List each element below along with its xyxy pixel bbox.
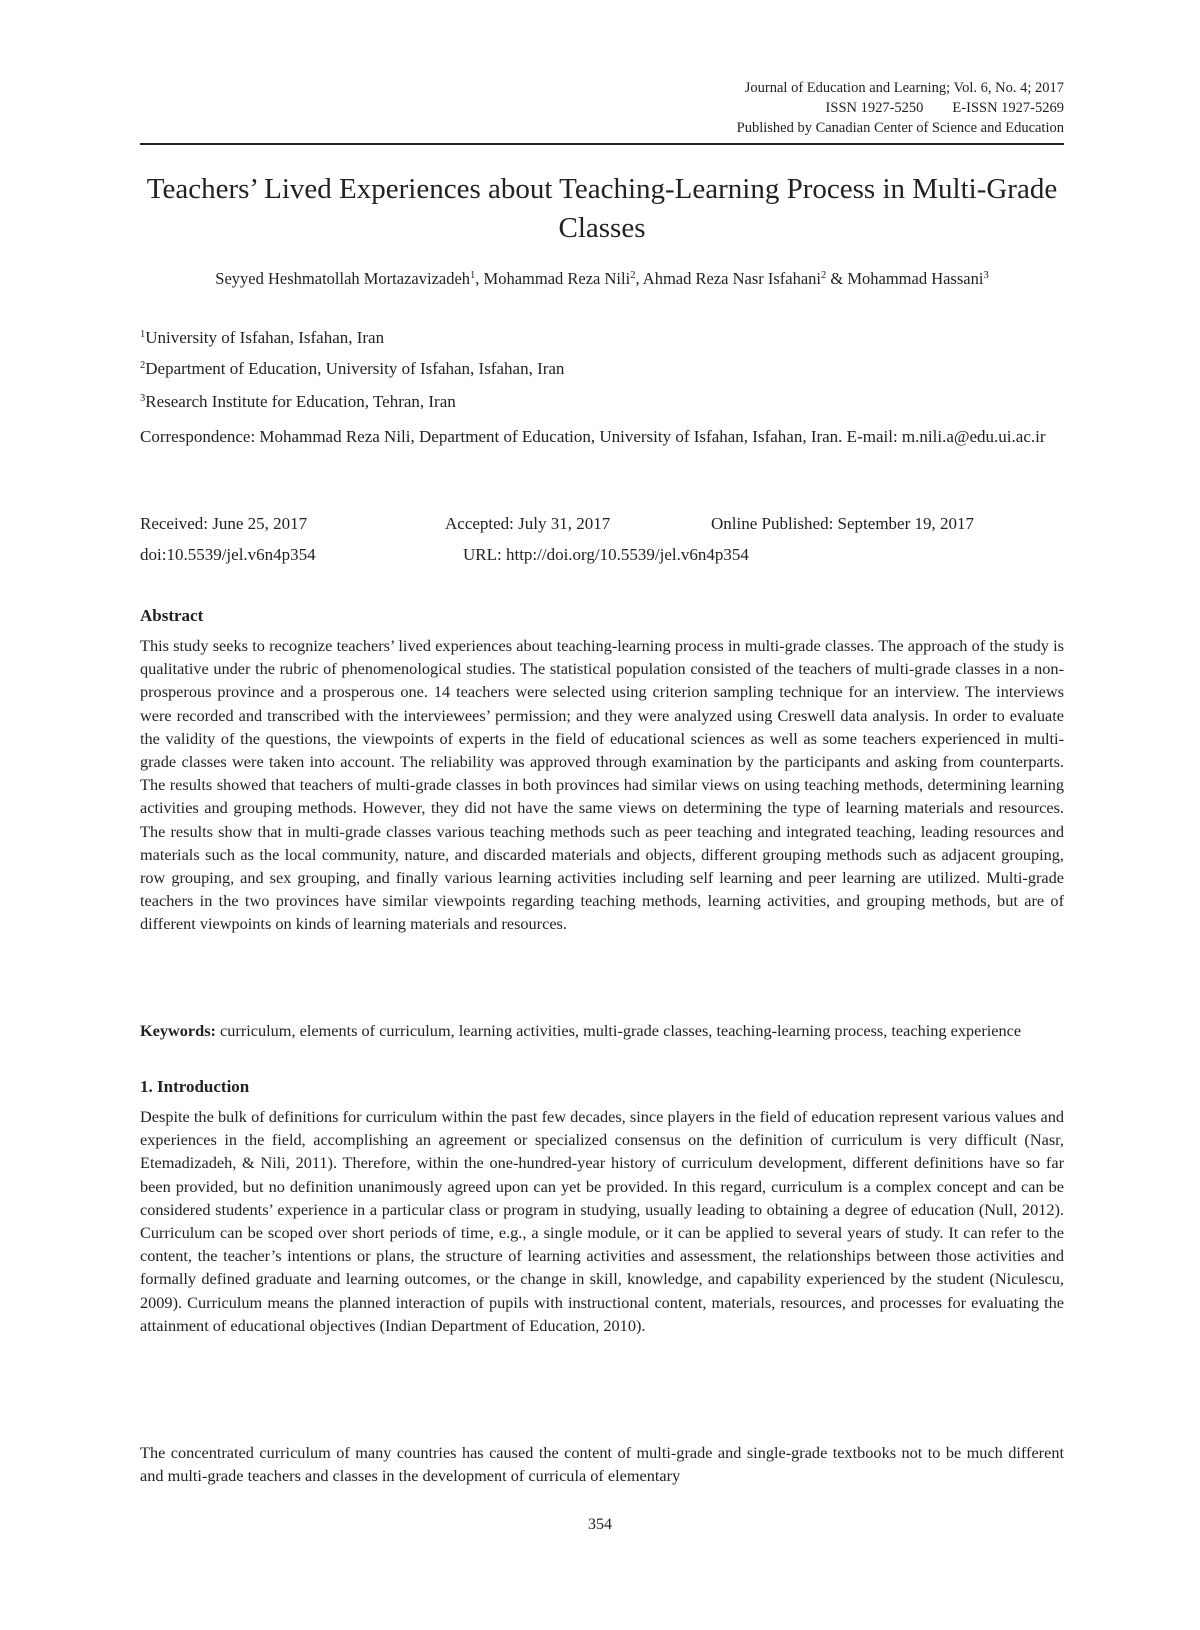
keywords	[140, 1019, 1064, 1042]
abstract-text: This study seeks to recognize teachers’ lived experiences about teaching-learning process in multi-grade classes. The approach of the study is qualitative under the rubric of phenomenological studies. The statistical population consisted of the teachers of multi-grade classes in a non-prosperous province and a prosperous one. 14 teachers were selected using criterion sampling technique for an interview. The interviews were recorded and transcribed with the interviewees’ permission; and they were analyzed using Creswell data analysis. In order to evaluate the validity of the questions, the viewpoints of experts in the field of educational sciences as well as some teachers experienced in multi-grade classes were taken into account. The reliability was approved through examination by the participants and asking from counterparts. The results showed that teachers of multi-grade classes in both provinces had similar views on using teaching methods, determining learning activities and grouping methods. However, they did not have the same views on determining the type of learning materials and resources. The results show that in multi-grade classes various teaching methods such as peer teaching and integrated teaching, leading resources and materials such as the local community, nature, and discarded materials and objects, different grouping methods such as adjacent grouping, row grouping, and sex grouping, and finally various learning activities including self learning and peer learning are utilized. Multi-grade teachers in the two provinces have similar viewpoints regarding teaching methods, learning activities, and grouping methods, but are of different viewpoints on kinds of learning materials and resources.	[140, 636, 1064, 934]
accepted-date: Accepted: July 31, 2017	[445, 514, 611, 533]
affiliation	[140, 327, 1064, 349]
affiliation-text: Department of Education, University of Isfahan, Isfahan, Iran	[145, 359, 565, 378]
body-paragraph: The concentrated curriculum of many countries has caused the content of multi-grade and single-grade textbooks not to be much different and multi-grade teachers and classes in the development of curricula of elementary	[140, 1443, 1064, 1486]
body-paragraph: Despite the bulk of definitions for curriculum within the past few decades, since players in the field of education represent various values and experiences in the field, accomplishing an agreement or specialized consensus on the definition of curriculum is very difficult (Nasr, Etemadizadeh, & Nili, 2011). Therefore, within the one-hundred-year history of curriculum development, different definitions have so far been provided, but no definition unanimously agreed upon can yet be provided. In this regard, curriculum is a complex concept and can be considered students’ experience in a particular class or program in studying, usually leading to obtaining a degree of education (Null, 2012). Curriculum can be scoped over short periods of time, e.g., a single module, or it can be applied to several years of study. It can refer to the content, the teacher’s intentions or plans, the structure of learning activities and assessment, the relationships between those activities and formally defined graduate and learning outcomes, or the change in skill, knowledge, and capability experienced by the student (Niculescu, 2009). Curriculum means the planned interaction of pupils with instructional content, materials, resources, and processes for evaluating the attainment of educational objectives (Indian Department of Education, 2010).	[140, 1107, 1064, 1335]
doi: doi:10.5539/jel.v6n4p354	[140, 545, 316, 564]
keywords-label: Keywords:	[140, 1021, 216, 1040]
author-name: & Mohammad Hassani	[826, 269, 984, 288]
author-name: Seyyed Heshmatollah Mortazavizadeh	[215, 269, 471, 288]
header-divider	[140, 143, 1064, 145]
publication-dates	[140, 512, 1064, 536]
journal-publisher: Published by Canadian Center of Science and Education	[736, 120, 1064, 136]
page-number: 354	[588, 1516, 612, 1533]
abstract-heading: Abstract	[140, 606, 204, 625]
author-affiliation-mark: 2	[821, 270, 827, 281]
affiliation-mark: 2	[140, 360, 146, 371]
journal-citation: Journal of Education and Learning; Vol. 6, No. 4; 2017	[744, 80, 1064, 96]
journal-header	[140, 78, 1064, 138]
published-date: Online Published: September 19, 2017	[711, 514, 975, 533]
paper-title: Teachers’ Lived Experiences about Teaching-Learning Process in Multi-Grade Classes	[146, 173, 1058, 244]
affiliation-text: University of Isfahan, Isfahan, Iran	[145, 328, 385, 347]
keywords-list: curriculum, elements of curriculum, learning activities, multi-grade classes, teaching-learning process, teaching experience	[215, 1021, 1022, 1040]
identifiers	[140, 543, 1064, 567]
author-name: , Mohammad Reza Nili	[475, 269, 631, 288]
author-affiliation-mark: 1	[470, 270, 476, 281]
affiliation-mark: 1	[140, 329, 146, 340]
author-list	[160, 267, 1044, 291]
author-affiliation-mark: 3	[983, 270, 989, 281]
affiliation	[140, 391, 1064, 413]
affiliation-text: Research Institute for Education, Tehran, Iran	[145, 392, 456, 411]
journal-issn: ISSN 1927-5250 E-ISSN 1927-5269	[825, 100, 1064, 116]
received-date: Received: June 25, 2017	[140, 514, 308, 533]
affiliation-mark: 3	[140, 393, 146, 404]
affiliation	[140, 358, 1064, 380]
author-affiliation-mark: 2	[630, 270, 636, 281]
author-name: , Ahmad Reza Nasr Isfahani	[635, 269, 821, 288]
section-heading-introduction: 1. Introduction	[140, 1077, 250, 1096]
correspondence: Correspondence: Mohammad Reza Nili, Department of Education, University of Isfahan, Isfahan, Iran. E-mail: m.nili.a@edu.ui.ac.ir	[140, 427, 1046, 446]
doi-url[interactable]: URL: http://doi.org/10.5539/jel.v6n4p354	[463, 545, 749, 564]
